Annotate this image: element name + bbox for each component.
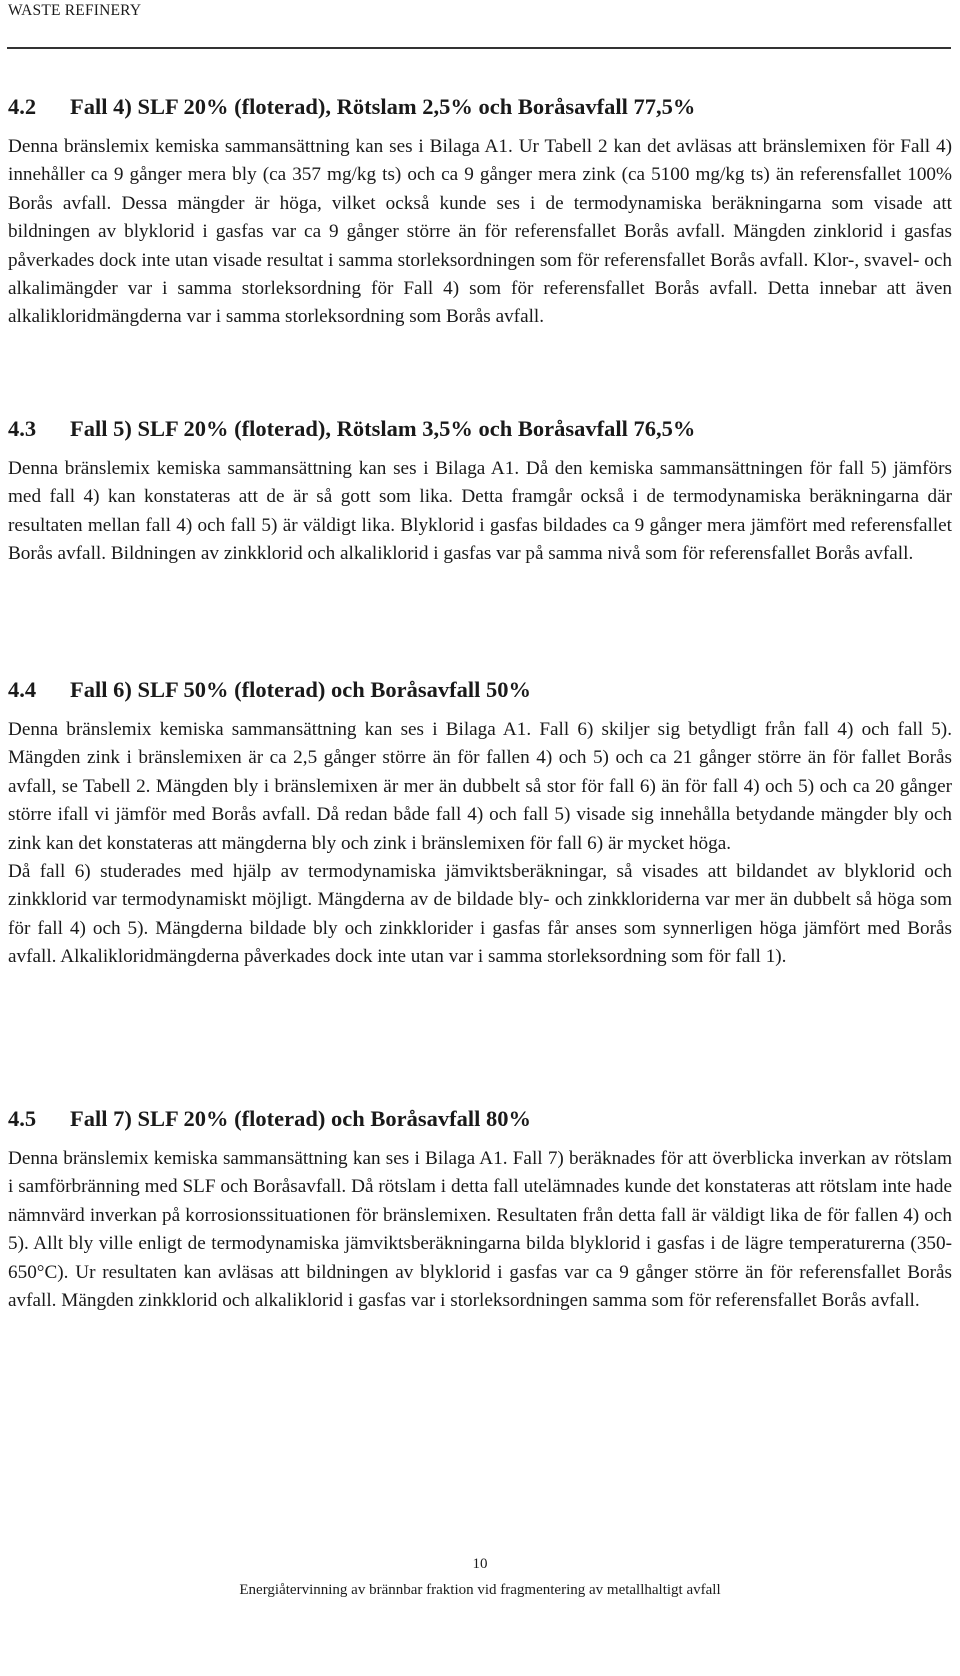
- section-title: Fall 7) SLF 20% (floterad) och Boråsavfall 80%: [70, 1106, 531, 1131]
- paragraph: Denna bränslemix kemiska sammansättning kan ses i Bilaga A1. Ur Tabell 2 kan det avläsas att bränslemixen för Fall 4) innehåller ca 9 gånger mera bly (ca 357 mg/kg ts) och ca 9 gånger mera zink (ca 5100 mg/kg ts) än referensfallet 100% Borås avfall. Dessa mängder är höga, vilket också kunde ses i de termodynamiska beräkningarna som visade att bildningen av blyklorid i gasfas var ca 9 gånger större än för referensfallet Borås avfall. Mängden zinklorid i gasfas påverkades dock inte utan visade resultat i samma storleksordningen som för referensfallet Borås avfall. Klor-, svavel- och alkalimängder var i samma storleksordning för Fall 4) som för referensfallet Borås avfall. Detta innebar att även alkalikloridmängderna var i samma storleksordning som Borås avfall.: [8, 136, 952, 328]
- section-4-2: [8, 92, 952, 332]
- paragraph: Då fall 6) studerades med hjälp av termodynamiska jämviktsberäkningar, så visades att bildandet av blyklorid och zinkklorid var termodynamiskt möjligt. Mängderna av de bildade bly- och zinkkloriderna var mer än dubbelt så höga som för fall 4) och 5). Mängderna bildade bly och zinkklorider i gasfas får anses som synnerligen höga jämfört med Borås avfall. Alkalikloridmängderna påverkades dock inte utan var i samma storleksordning som för fall 1).: [8, 861, 952, 968]
- section-4-5: [8, 1104, 952, 1315]
- header-divider: [7, 47, 951, 49]
- section-number: 4.3: [8, 416, 37, 441]
- running-header: WASTE REFINERY: [8, 2, 142, 19]
- section-4-3: [8, 414, 952, 569]
- paragraph: Denna bränslemix kemiska sammansättning kan ses i Bilaga A1. Då den kemiska sammansättningen för fall 5) jämförs med fall 4) kan konstateras att de är så gott som lika. Detta framgår också i de termodynamiska beräkningarna där resultaten mellan fall 4) och fall 5) är väldigt lika. Blyklorid i gasfas bildades ca 9 gånger mera jämfört med referensfallet Borås avfall. Bildningen av zinkklorid och alkaliklorid i gasfas var på samma nivå som för referensfallet Borås avfall.: [8, 458, 952, 565]
- page-footer: Energiåtervinning av brännbar fraktion vid fragmentering av metallhaltigt avfall: [239, 1582, 721, 1598]
- paragraph: Denna bränslemix kemiska sammansättning kan ses i Bilaga A1. Fall 7) beräknades för att överblicka inverkan av rötslam i samförbränning med SLF och Boråsavfall. Då rötslam i detta fall utelämnades kunde det konstateras att rötslam inte hade nämnvärd inverkan på korrosionssituationen för bränslemixen. Resultaten från detta fall är väldigt lika de för fallen 4) och 5). Allt bly ville enligt de termodynamiska jämviktsberäkningarna bilda blyklorid i gasfas i de lägre temperaturerna (350-650°C). Ur resultaten kan avläsas att bildningen av blyklorid i gasfas var ca 9 gånger större än för referensfallet Borås avfall. Mängden zinkklorid och alkaliklorid i gasfas var i storleksordningen samma som för referensfallet Borås avfall.: [8, 1148, 952, 1312]
- section-heading: [8, 92, 952, 122]
- section-number: 4.4: [8, 677, 37, 702]
- section-heading: [8, 1104, 952, 1134]
- section-number: 4.2: [8, 94, 37, 119]
- section-title: Fall 5) SLF 20% (floterad), Rötslam 3,5% och Boråsavfall 76,5%: [70, 416, 696, 441]
- paragraph: Denna bränslemix kemiska sammansättning kan ses i Bilaga A1. Fall 6) skiljer sig betydligt från fall 4) och fall 5). Mängden zink i bränslemixen är ca 2,5 gånger större än för fallen 4) och 5) och ca 21 gånger större än för fallet Borås avfall, se Tabell 2. Mängden bly i bränslemixen är mer än dubbelt så stor för fall 6) än för fall 4) och 5) och ca 20 gånger större ifall vi jämför med Borås avfall. Då redan både fall 4) och fall 5) visade sig innehålla betydande mängder bly och zink kan det konstateras att mängderna bly och zink i bränslemixen för fall 6) är mycket höga.: [8, 719, 952, 854]
- section-title: Fall 4) SLF 20% (floterad), Rötslam 2,5% och Boråsavfall 77,5%: [70, 94, 696, 119]
- section-title: Fall 6) SLF 50% (floterad) och Boråsavfall 50%: [70, 677, 531, 702]
- page-number: 10: [472, 1556, 488, 1572]
- section-4-4: [8, 675, 952, 972]
- section-heading: [8, 414, 952, 444]
- section-number: 4.5: [8, 1106, 37, 1131]
- section-heading: [8, 675, 952, 705]
